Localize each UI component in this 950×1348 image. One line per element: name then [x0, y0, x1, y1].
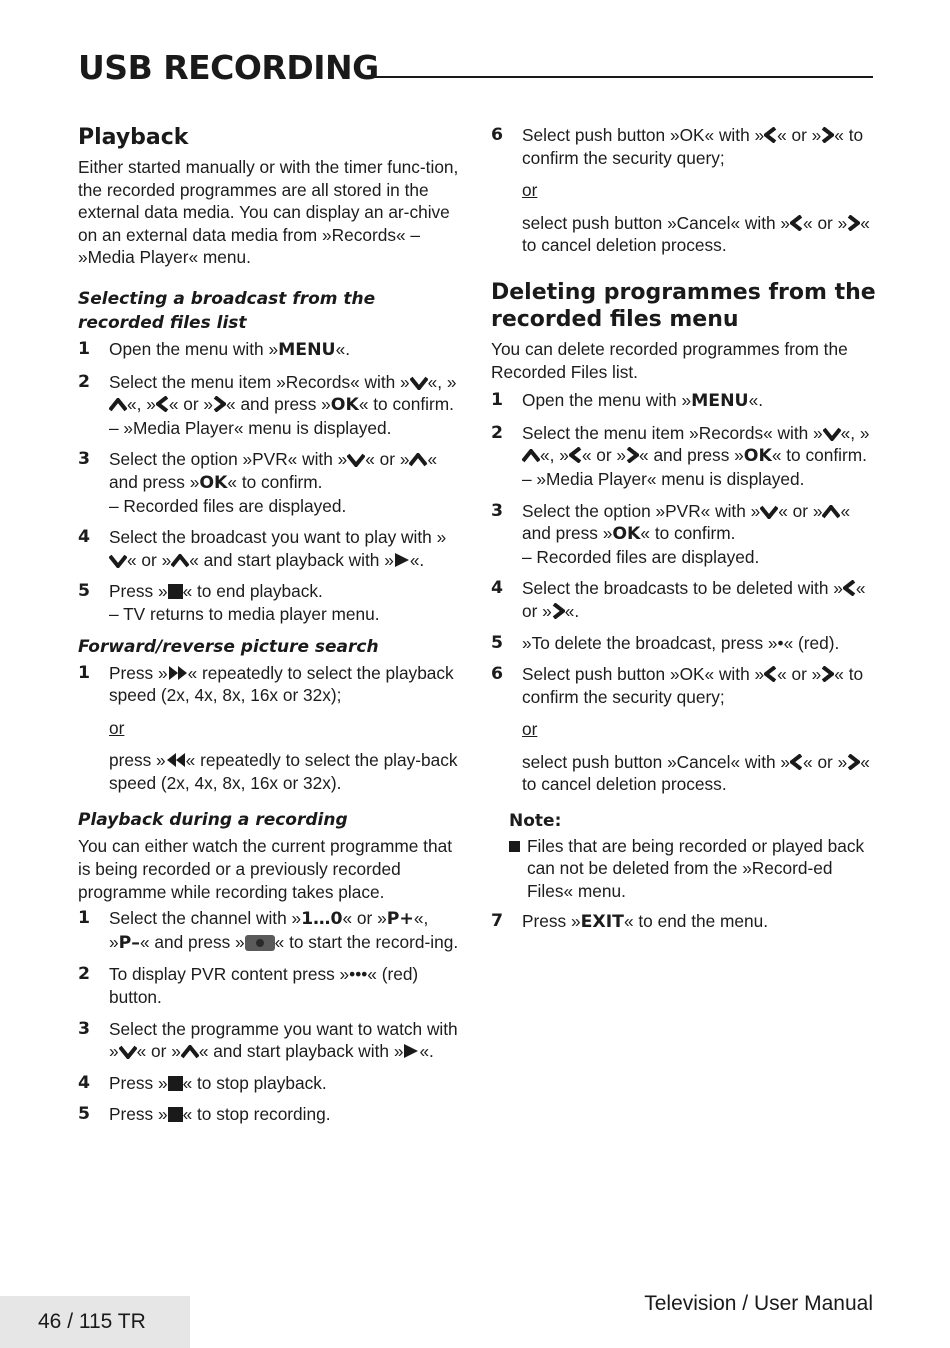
step-text: «, » — [427, 371, 457, 392]
step-number: 6 — [491, 125, 504, 145]
step-item — [78, 448, 463, 517]
step-text: « or » — [803, 751, 848, 772]
step-text: « or » — [365, 449, 410, 470]
step-number: 1 — [78, 662, 91, 683]
menu-key: MENU — [691, 391, 749, 412]
step-number: 2 — [78, 371, 91, 392]
note-text: Files that are being recorded or played back can not be deleted from the »Record-ed Files« menu. — [527, 835, 865, 901]
step-result: – TV returns to media player menu. — [109, 603, 380, 624]
step-text: « to end playback. — [182, 581, 323, 602]
step-result: – »Media Player« menu is displayed. — [522, 468, 805, 489]
step-number: 5 — [78, 581, 91, 602]
step-item — [78, 662, 463, 795]
step-text: « or » — [778, 500, 823, 521]
chevron-right-icon — [847, 754, 860, 770]
step-text: Select the channel with » — [109, 908, 302, 929]
step-text: Press » — [109, 1072, 168, 1093]
step-text: « repeatedly to select the play-back speed (2x, 4x, 8x, 16x or 32x). — [109, 750, 458, 793]
step-text: «. — [564, 600, 580, 621]
bullet-square-icon — [509, 841, 520, 852]
step-number: 1 — [78, 908, 91, 929]
step-text: Select the menu item »Records« with » — [109, 371, 410, 392]
ok-key: OK — [612, 524, 641, 545]
step-number: 4 — [491, 578, 504, 599]
step-text: Select the option »PVR« with » — [109, 449, 348, 470]
step-text: « and press » — [522, 500, 851, 544]
step-text: « and press » — [139, 931, 245, 952]
record-button-icon — [245, 935, 275, 951]
step-number: 3 — [78, 1018, 91, 1039]
step-text: « and press » — [109, 449, 438, 492]
p-plus-key: P+ — [386, 909, 414, 930]
step-result: – »Media Player« menu is displayed. — [109, 417, 392, 438]
recording-heading: Playback during a recording — [78, 810, 348, 831]
step-text: « to cancel deletion process. — [522, 751, 870, 795]
menu-key: MENU — [278, 339, 336, 360]
ok-key: OK — [199, 472, 228, 493]
step-number: 5 — [78, 1104, 91, 1125]
recording-intro: You can either watch the current programme that is being recorded or a previously recorded programme while recording takes place. — [78, 836, 452, 902]
forward-reverse-heading: Forward/reverse picture search — [78, 636, 379, 657]
step-item — [491, 910, 876, 934]
chevron-down-icon — [109, 554, 127, 568]
chevron-down-icon — [119, 1045, 137, 1059]
step-text: « repeatedly to select the playback speed (2x, 4x, 8x, 16x or 32x); — [109, 662, 454, 706]
step-text: « or » — [342, 908, 387, 929]
step-text: To display PVR content press »•••« (red) button. — [109, 964, 419, 1008]
step-text: «. — [335, 338, 350, 359]
step-item — [78, 1072, 463, 1095]
exit-key: EXIT — [580, 912, 624, 933]
stop-icon — [168, 1107, 183, 1122]
step-text: « or » — [777, 664, 822, 685]
step-number: 3 — [78, 449, 91, 470]
step-text: «. — [409, 549, 425, 570]
step-result: – Recorded files are displayed. — [109, 495, 347, 516]
chevron-up-icon — [522, 449, 540, 463]
step-text: Select push button »OK« with » — [522, 664, 765, 685]
select-heading: Selecting a broadcast from the recorded files list — [78, 288, 376, 333]
step-item — [491, 500, 876, 569]
step-item — [78, 1018, 463, 1063]
fast-forward-icon — [168, 665, 188, 681]
chevron-right-icon — [552, 603, 565, 619]
step-text: Press » — [109, 662, 168, 683]
step-item — [78, 963, 463, 1008]
step-text: « to end the menu. — [623, 911, 769, 932]
step-number: 1 — [491, 390, 504, 411]
step-item — [78, 526, 463, 571]
chevron-left-icon — [843, 580, 856, 596]
step-number: 5 — [491, 632, 504, 653]
step-text: « to stop recording. — [182, 1104, 331, 1125]
step-text: « to start the record-ing. — [274, 931, 459, 952]
step-item — [78, 338, 463, 362]
p-minus-key: P– — [118, 932, 140, 953]
step-text: »To delete the broadcast, press »•« (red). — [522, 632, 840, 653]
step-text: « to stop playback. — [182, 1072, 327, 1093]
note-block — [509, 810, 876, 902]
chevron-right-icon — [821, 666, 834, 682]
step-text: «, » — [127, 394, 156, 415]
step-text: Press » — [109, 1104, 168, 1125]
delete-heading: Deleting programmes from the recorded files menu — [491, 279, 876, 332]
step-text: « to confirm. — [227, 471, 323, 492]
or-label: or — [522, 719, 538, 740]
or-label: or — [522, 180, 538, 201]
chevron-down-icon — [760, 505, 778, 519]
step-item — [491, 663, 876, 796]
ok-key: OK — [743, 446, 772, 467]
step-number: 1 — [78, 338, 91, 359]
title-row — [78, 48, 873, 88]
chevron-down-icon — [347, 453, 365, 467]
step-result: – Recorded files are displayed. — [522, 546, 760, 567]
step-item — [491, 632, 876, 655]
step-text: « or » — [777, 125, 822, 145]
playback-intro: Either started manually or with the timer func-tion, the recorded programmes are all stored in the external data media. You can display an ar-chive on an external data media from »Records« – »Media Player« menu. — [78, 157, 459, 268]
step-number: 4 — [78, 527, 91, 548]
page-number-box — [0, 1296, 190, 1348]
step-text: Open the menu with » — [522, 390, 692, 411]
chevron-left-icon — [790, 215, 803, 231]
step-text: « or » — [803, 212, 848, 233]
right-column — [491, 124, 876, 943]
delete-intro: You can delete recorded programmes from the Recorded Files list. — [491, 338, 848, 382]
step-text: « to confirm the security query; — [522, 664, 864, 707]
step-text: Press » — [109, 581, 168, 602]
chevron-up-icon — [181, 1045, 199, 1059]
step-text: press » — [109, 750, 166, 771]
step-text: « or » — [581, 445, 627, 466]
play-icon — [394, 552, 410, 568]
play-icon — [403, 1043, 419, 1059]
chevron-up-icon — [171, 554, 189, 568]
chevron-up-icon — [409, 453, 427, 467]
chevron-down-icon — [823, 427, 841, 441]
step-text: «. — [419, 1041, 434, 1062]
step-number: 7 — [491, 911, 504, 932]
playback-heading: Playback — [78, 125, 189, 150]
step-text: «, » — [540, 445, 569, 466]
step-item — [78, 907, 463, 954]
chevron-right-icon — [847, 215, 860, 231]
step-text: select push button »Cancel« with » — [522, 751, 791, 772]
step-text: Press » — [522, 911, 581, 932]
step-number: 3 — [491, 500, 504, 521]
step-text: « or » — [168, 394, 214, 415]
step-item — [491, 389, 876, 413]
step-text: select push button »Cancel« with » — [522, 212, 791, 233]
step-item — [78, 1103, 463, 1126]
note-title: Note: — [509, 811, 562, 832]
step-text: Select the programme you want to watch with » — [109, 1018, 458, 1062]
chevron-left-icon — [764, 666, 777, 682]
step-text: Select the broadcast you want to play with » — [109, 527, 447, 548]
step-text: Select the broadcasts to be deleted with » — [522, 578, 843, 599]
rewind-icon — [166, 752, 186, 768]
step-number: 2 — [78, 964, 91, 985]
step-text: «, » — [840, 422, 870, 443]
step-text: « to confirm. — [358, 394, 454, 415]
step-text: « or » — [136, 1041, 181, 1062]
step-text: Select the option »PVR« with » — [522, 500, 761, 521]
step-text: « to confirm. — [771, 445, 867, 466]
step-text: Select push button »OK« with » — [522, 125, 765, 145]
stop-icon — [168, 584, 183, 599]
chevron-up-icon — [109, 398, 127, 412]
stop-icon — [168, 1076, 183, 1091]
step-text: « and press » — [639, 445, 744, 466]
chevron-right-icon — [213, 396, 226, 412]
chevron-left-icon — [156, 396, 169, 412]
chevron-left-icon — [790, 754, 803, 770]
step-text: « to confirm the security query; — [522, 125, 864, 168]
step-text: « or » — [127, 549, 172, 570]
step-text: « to cancel deletion process. — [522, 212, 870, 256]
title-rule — [370, 76, 873, 78]
step-text: «, » — [109, 908, 429, 952]
step-text: «. — [748, 390, 763, 411]
chevron-right-icon — [821, 127, 834, 143]
chevron-right-icon — [626, 447, 639, 463]
step-text: « and start playback with » — [198, 1041, 404, 1062]
document-title: Television / User Manual — [644, 1292, 873, 1315]
step-number: 6 — [491, 664, 504, 685]
or-label: or — [109, 717, 125, 738]
step-text: « to confirm. — [640, 523, 736, 544]
step-item — [78, 371, 463, 440]
step-text: « and press » — [226, 394, 331, 415]
step-text: « or » — [522, 578, 866, 621]
ok-key: OK — [330, 395, 359, 416]
number-keys: 1…0 — [301, 909, 343, 930]
step-item — [491, 422, 876, 491]
chevron-down-icon — [410, 376, 428, 390]
step-text: Select the menu item »Records« with » — [522, 422, 823, 443]
step-item — [491, 124, 876, 257]
step-number: 2 — [491, 422, 504, 443]
step-text: « and start playback with » — [189, 549, 394, 570]
step-item — [491, 577, 876, 622]
page-number: 46 / 115 TR — [38, 1310, 146, 1333]
left-column — [78, 124, 463, 1135]
step-item — [78, 580, 463, 625]
chevron-left-icon — [764, 127, 777, 143]
note-item — [509, 835, 876, 903]
step-number: 4 — [78, 1072, 91, 1093]
page-title: USB RECORDING — [78, 48, 379, 87]
chevron-left-icon — [569, 447, 582, 463]
step-text: Open the menu with » — [109, 338, 279, 359]
chevron-up-icon — [822, 505, 840, 519]
